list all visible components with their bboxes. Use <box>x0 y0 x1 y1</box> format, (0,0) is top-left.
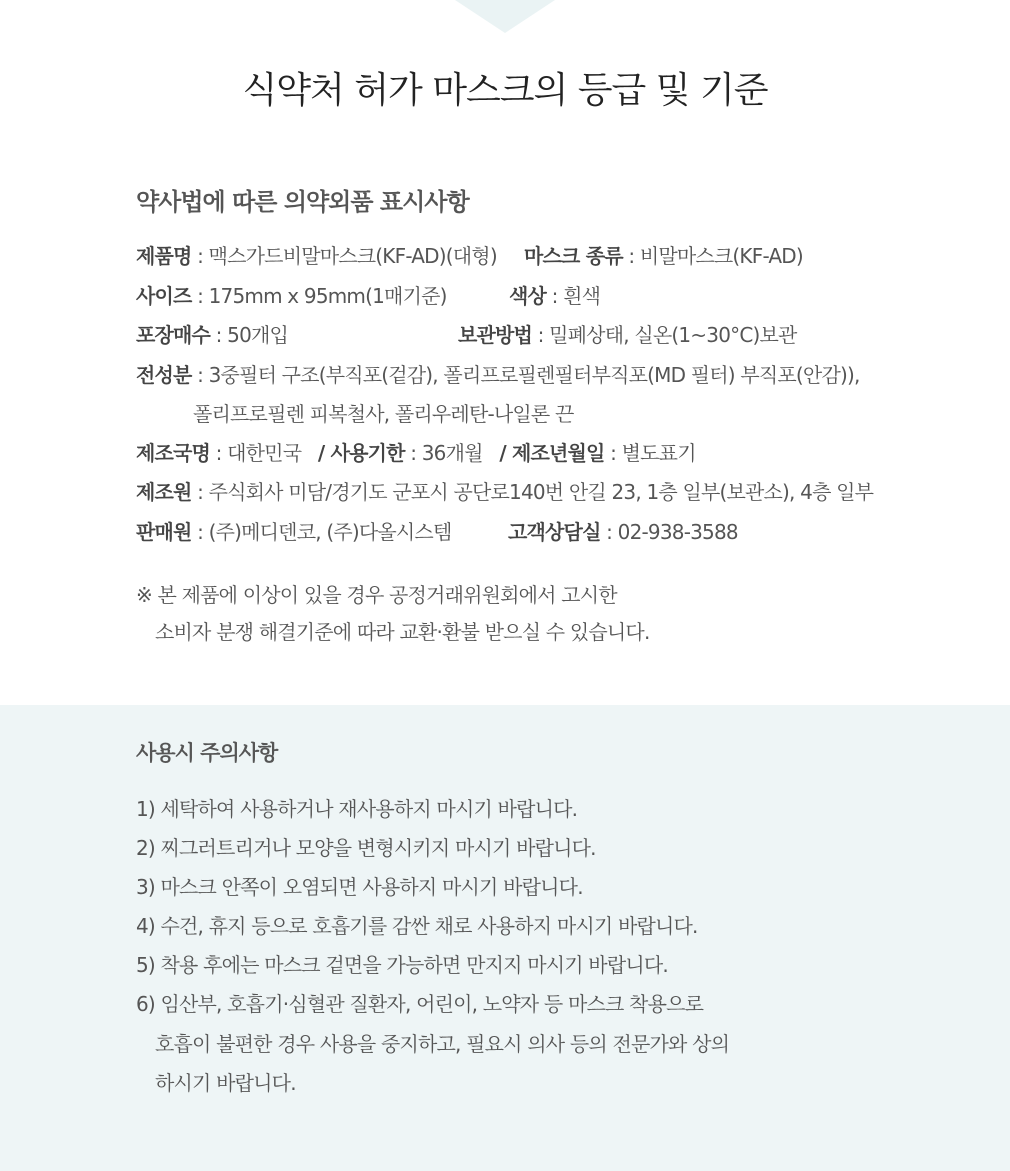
expiry-label: / 사용기한 <box>317 441 405 465</box>
size-row <box>136 280 601 309</box>
caution-item: 1) 세탁하여 사용하거나 재사용하지 마시기 바랍니다. <box>136 797 578 821</box>
ingredients-value-line2: 폴리프로필렌 피복철사, 폴리우레탄-나일론 끈 <box>193 402 574 426</box>
ingredients-row <box>136 359 860 388</box>
origin-row <box>136 437 696 466</box>
cs-value: : 02-938-3588 <box>600 520 738 544</box>
pack-label: 포장매수 <box>136 323 211 347</box>
mfg-date-value: : 별도표기 <box>604 441 696 465</box>
expiry-value: : 36개월 <box>404 441 483 465</box>
seller-label: 판매원 <box>136 520 192 544</box>
color-label: 색상 <box>509 284 547 308</box>
ingredients-label: 전성분 <box>136 363 192 387</box>
seller-row <box>136 516 738 545</box>
color-value: : 흰색 <box>546 284 601 308</box>
pack-row <box>136 319 797 348</box>
labeling-section-heading: 약사법에 따른 의약외품 표시사항 <box>136 188 469 216</box>
notice-line-2: 소비자 분쟁 해결기준에 따라 교환·환불 받으실 수 있습니다. <box>155 620 650 644</box>
country-label: 제조국명 <box>136 441 211 465</box>
caution-item-continued: 호흡이 불편한 경우 사용을 중지하고, 필요시 의사 등의 전문가와 상의 <box>155 1032 730 1056</box>
mask-type-label: 마스크 종류 <box>524 244 623 268</box>
caution-item: 5) 착용 후에는 마스크 겉면을 가능하면 만지지 마시기 바랍니다. <box>136 953 668 977</box>
caution-item: 2) 찌그러트리거나 모양을 변형시키지 마시기 바랍니다. <box>136 836 596 860</box>
mask-type-value: : 비말마스크(KF-AD) <box>622 244 803 268</box>
top-arrow-decoration <box>455 0 555 33</box>
manufacturer-row <box>136 476 873 505</box>
cs-label: 고객상담실 <box>508 520 601 544</box>
caution-section-heading: 사용시 주의사항 <box>136 741 278 765</box>
country-value: : 대한민국 <box>210 441 302 465</box>
product-name-value: : 맥스가드비말마스크(KF-AD)(대형) <box>191 244 497 268</box>
ingredients-row-continued <box>193 398 574 427</box>
product-name-row <box>136 240 803 269</box>
seller-value: : (주)메디덴코, (주)다올시스템 <box>191 520 452 544</box>
storage-group <box>458 319 797 348</box>
page-title: 식약처 허가 마스크의 등급 및 기준 <box>242 70 768 111</box>
ingredients-value: : 3중필터 구조(부직포(겉감), 폴리프로필렌필터부직포(MD 필터) 부직포(안감)), <box>191 363 860 387</box>
mfg-date-label: / 제조년월일 <box>499 441 605 465</box>
storage-label: 보관방법 <box>458 323 533 347</box>
pack-value: : 50개입 <box>210 323 289 347</box>
caution-item: 4) 수건, 휴지 등으로 호흡기를 감싼 채로 사용하지 마시기 바랍니다. <box>136 914 698 938</box>
color-group <box>509 280 600 309</box>
notice-line-1: ※ 본 제품에 이상이 있을 경우 공정거래위원회에서 고시한 <box>136 583 617 607</box>
mask-type-group <box>524 240 803 269</box>
storage-value: : 밀폐상태, 실온(1~30°C)보관 <box>532 323 797 347</box>
manufacturer-value: : 주식회사 미담/경기도 군포시 공단로140번 안길 23, 1층 일부(보관소), 4층 일부 <box>191 480 874 504</box>
manufacturer-label: 제조원 <box>136 480 192 504</box>
caution-item: 6) 임산부, 호흡기·심혈관 질환자, 어린이, 노약자 등 마스크 착용으로 <box>136 992 704 1016</box>
caution-item-continued: 하시기 바랍니다. <box>155 1071 296 1095</box>
product-name-label: 제품명 <box>136 244 192 268</box>
size-label: 사이즈 <box>136 284 192 308</box>
caution-item: 3) 마스크 안쪽이 오염되면 사용하지 마시기 바랍니다. <box>136 875 583 899</box>
cs-group <box>508 516 738 545</box>
size-value: : 175mm x 95mm(1매기준) <box>191 284 447 308</box>
